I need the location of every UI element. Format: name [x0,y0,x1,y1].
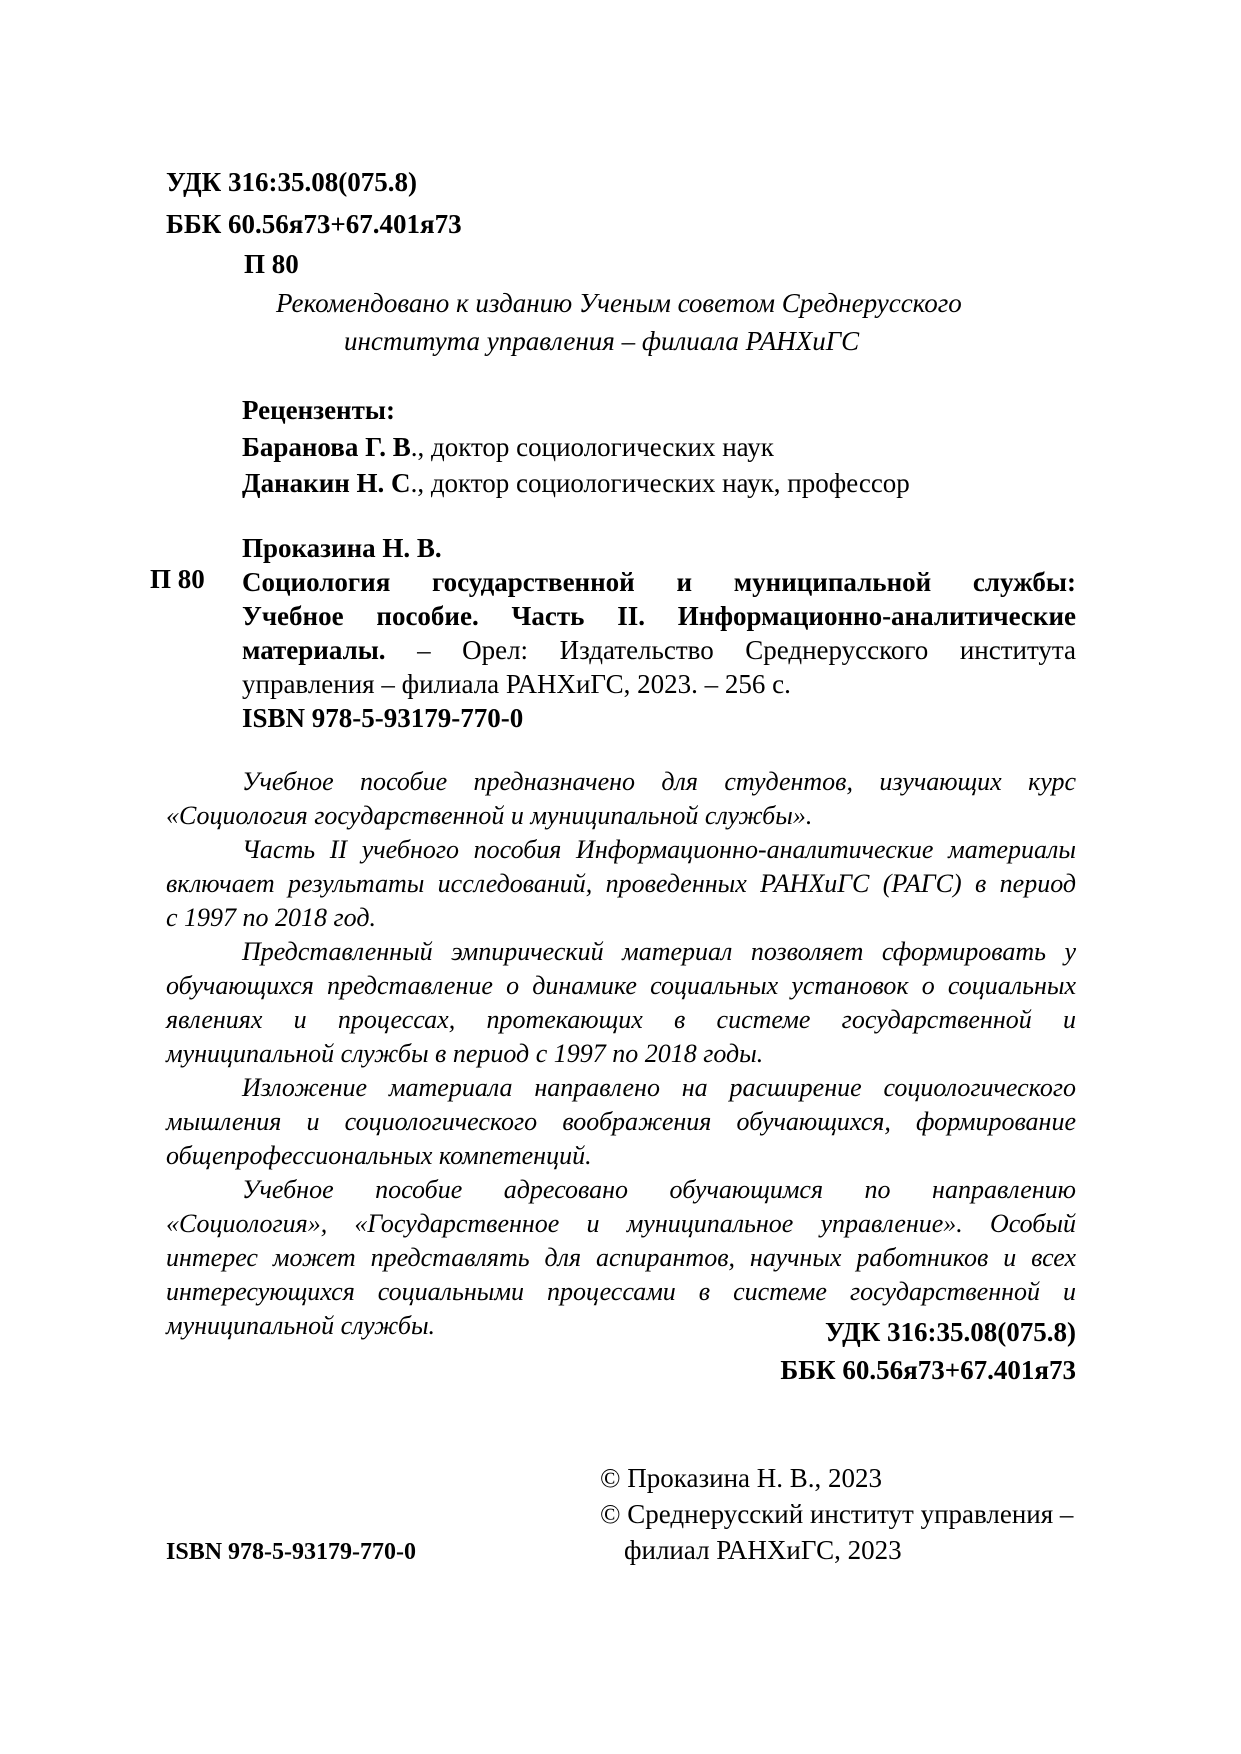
author-mark: П 80 [244,249,299,279]
abstract-paragraph-1 [166,765,1076,833]
copyright-institute: © Среднерусский институт управления – [600,1499,1074,1529]
abstract-line: явлениях и процессах, протекающих в системе государственной и [166,1005,1076,1034]
bib-title-end: материалы. [242,635,386,665]
reviewer-name: Данакин Н. С [242,468,411,498]
abstract-line: Учебное пособие адресовано обучающимся по направлению [242,1175,1076,1204]
reviewer-degree: ., доктор социологических наук [410,432,774,462]
abstract-line: Представленный эмпирический материал позволяет сформировать у [242,937,1076,966]
footer-bbk-code: ББК 60.56я73+67.401я73 [780,1355,1076,1385]
bib-mark: П 80 [150,564,205,594]
reviewer-2 [242,466,910,500]
abstract-line: общепрофессиональных компетенций. [166,1141,592,1170]
abstract-line: муниципальной службы в период с 1997 по 2018 годы. [166,1039,764,1068]
abstract-line: Учебное пособие предназначено для студентов, изучающих курс [242,767,1076,796]
abstract-line: интересующихся социальными процессами в системе государственной и [166,1277,1076,1306]
abstract-line: Часть II учебного пособия Информационно-аналитические материалы [242,835,1076,864]
footer-isbn: ISBN 978-5-93179-770-0 [166,1539,416,1565]
bbk-code: ББК 60.56я73+67.401я73 [166,209,462,239]
abstract-paragraph-4 [166,1071,1076,1173]
abstract-line: муниципальной службы. [166,1311,436,1340]
bib-title-line-4: управления – филиала РАНХиГС, 2023. – 256 с. [242,669,791,699]
abstract-line: Изложение материала направлено на расширение социологического [242,1073,1076,1102]
abstract-line: с 1997 по 2018 год. [166,903,376,932]
abstract-line: мышления и социологического воображения обучающихся, формирование [166,1107,1076,1136]
bib-publisher: – Орел: Издательство Среднерусского института [385,635,1076,665]
bib-title-line-2: Учебное пособие. Часть II. Информационно-аналитические [242,601,1076,631]
abstract-line: «Социология», «Государственное и муниципальное управление». Особый [166,1209,1076,1238]
copyright-author: © Проказина Н. В., 2023 [600,1463,883,1493]
udk-code: УДК 316:35.08(075.8) [166,167,417,197]
bib-title-line-1: Социология государственной и муниципальной службы: [242,567,1076,597]
abstract-line: обучающихся представление о динамике социальных установок о социальных [166,971,1076,1000]
abstract-line: интерес может представлять для аспирантов, научных работников и всех [166,1243,1076,1272]
recommendation-line-1: Рекомендовано к изданию Ученым советом Среднерусского [276,288,962,318]
recommendation-line-2: института управления – филиала РАНХиГС [344,326,860,356]
reviewers-heading: Рецензенты: [242,395,395,425]
reviewer-1 [242,430,774,464]
abstract-paragraph-3 [166,935,1076,1071]
abstract-line: «Социология государственной и муниципальной службы». [166,801,813,830]
abstract [166,765,1076,1343]
bib-isbn: ISBN 978-5-93179-770-0 [242,703,524,733]
footer-udk-code: УДК 316:35.08(075.8) [825,1317,1076,1347]
bib-author: Проказина Н. В. [242,533,442,563]
reviewer-name: Баранова Г. В [242,432,411,462]
bibliographic-record [242,531,1076,735]
reviewer-degree: ., доктор социологических наук, профессор [410,468,910,498]
abstract-line: включает результаты исследований, проведенных РАНХиГС (РАГС) в период [166,869,1076,898]
copyright-institute-cont: филиал РАНХиГС, 2023 [624,1535,902,1565]
abstract-paragraph-2 [166,833,1076,935]
bib-title-line-3 [242,633,1076,667]
